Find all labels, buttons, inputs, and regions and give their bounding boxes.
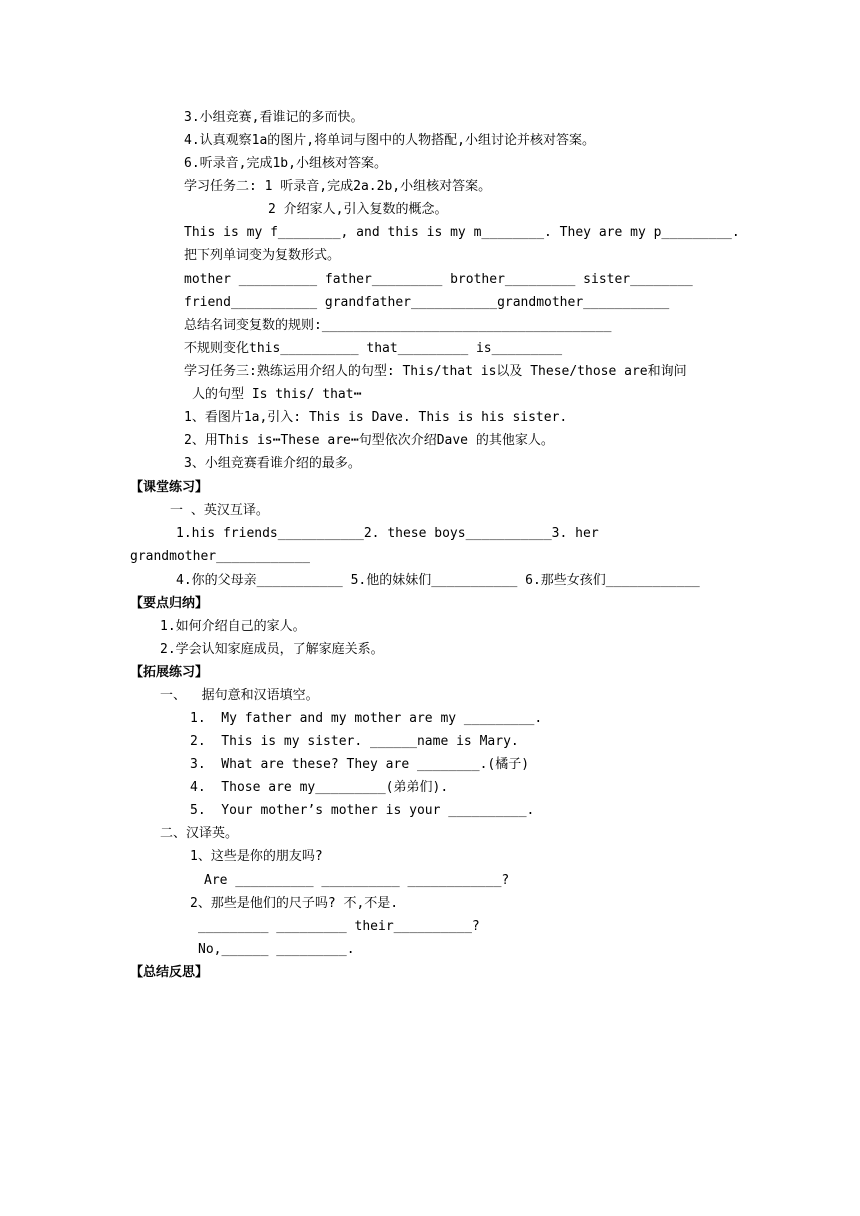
translation-row-1-cont: grandmother____________ [130,549,311,564]
step-4-text: 4.认真观察1a的图片,将单词与图中的人物搭配,小组讨论并核对答案。 [184,133,595,148]
translation-row-2: 4.你的父母亲___________ 5.他的妹妹们___________ 6.那些女孩们____________ [176,573,700,588]
plural-rule-summary: 总结名词变复数的规则:_____________________________________ [184,318,612,333]
plural-instruction: 把下列单词变为复数形式。 [184,248,341,263]
key-point-2: 2.学会认知家庭成员，了解家庭关系。 [160,642,384,657]
section-key-points: 【要点归纳】 [130,596,209,611]
task-3-item-2: 2、用This is┅These are┅句型依次介绍Dave 的其他家人。 [184,433,554,448]
cn-to-en-1-question: 1、这些是你的朋友吗? [190,849,323,864]
family-intro-blank-sentence: This is my f________, and this is my m________. They are my p_________. [184,225,740,240]
section-summary-reflection: 【总结反思】 [130,965,209,980]
task-3-item-1: 1、看图片1a,引入: This is Dave. This is his sister. [184,410,568,425]
fill-blank-1: 1. My father and my mother are my _________. [190,711,543,726]
section-extension-practice: 【拓展练习】 [130,665,209,680]
step-3-text: 3.小组竞赛,看谁记的多而快。 [184,110,364,125]
plural-words-row-2: friend___________ grandfather___________grandmother___________ [184,295,670,310]
irregular-changes: 不规则变化this__________ that_________ is_________ [184,341,563,356]
cn-to-en-1-answer: Are __________ __________ ____________? [204,873,510,888]
fill-blank-4: 4. Those are my_________(弟弟们). [190,780,449,795]
translation-row-1: 1.his friends___________2. these boys___________3. her [176,526,599,541]
cn-to-en-2-reply: No,______ _________. [198,942,355,957]
task-3-heading: 学习任务三:熟练运用介绍人的句型: This/that is以及 These/those are和询问 [184,364,687,379]
task-3-heading-cont: 人的句型 Is this/ that┅ [192,387,362,402]
translation-instruction: 一 、英汉互译。 [170,503,269,518]
task-2-item-2: 2 介绍家人,引入复数的概念。 [268,202,448,217]
key-point-1: 1.如何介绍自己的家人。 [160,619,306,634]
fill-blank-2: 2. This is my sister. ______name is Mary. [190,734,519,749]
fill-blank-5: 5. Your mother’s mother is your __________. [190,803,535,818]
section-classroom-practice: 【课堂练习】 [130,480,209,495]
task-2-heading: 学习任务二: 1 听录音,完成2a.2b,小组核对答案。 [184,179,492,194]
cn-to-en-2-question: 2、那些是他们的尺子吗? 不,不是. [190,896,399,911]
cn-to-en-instruction: 二、汉译英。 [160,826,239,841]
fill-blank-instruction: 一、 据句意和汉语填空。 [160,688,319,703]
step-6-text: 6.听录音,完成1b,小组核对答案。 [184,156,387,171]
fill-blank-3: 3. What are these? They are ________.(橘子) [190,757,530,772]
cn-to-en-2-answer: _________ _________ their__________? [198,919,480,934]
plural-words-row-1: mother __________ father_________ brother_________ sister________ [184,272,693,287]
task-3-item-3: 3、小组竞赛看谁介绍的最多。 [184,456,361,471]
